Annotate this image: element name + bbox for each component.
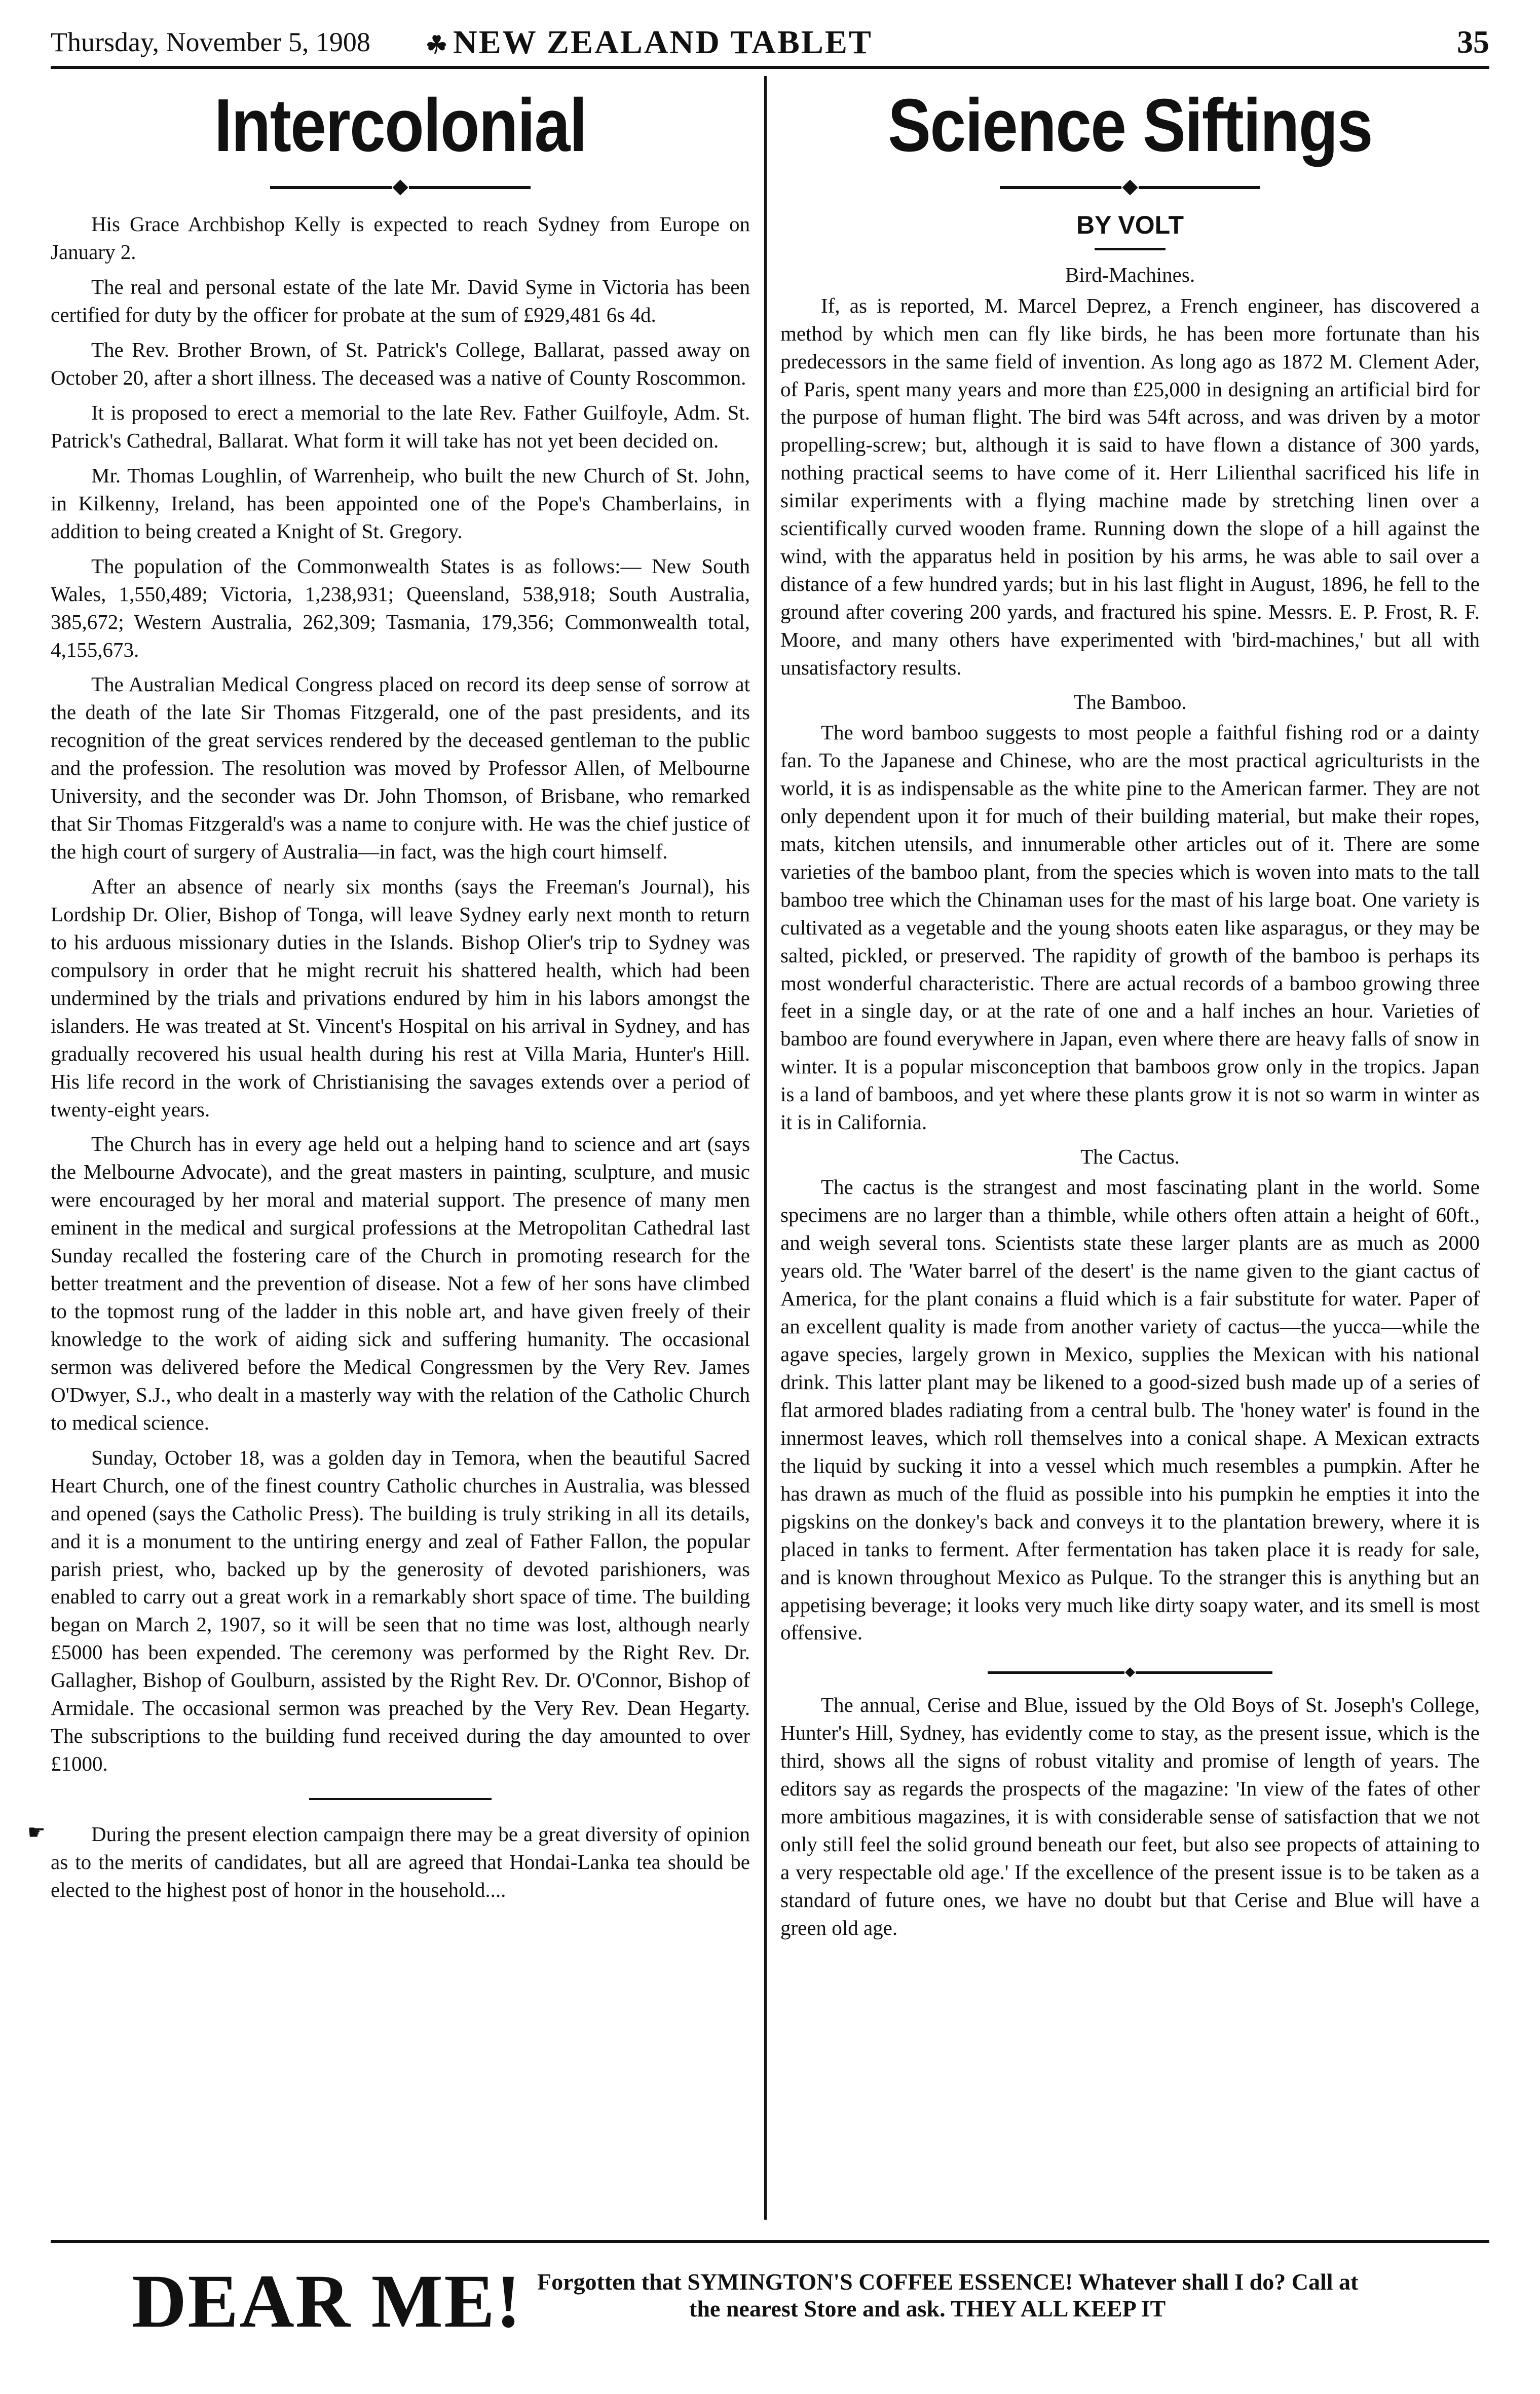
issue-date: Thursday, November 5, 1908 bbox=[51, 27, 370, 57]
diamond-icon bbox=[1122, 180, 1138, 196]
news-paragraph: The real and personal estate of the late Mr. David Syme in Victoria has been certified for duty by the officer for probate at the sum of £929,481 6s 4d. bbox=[51, 275, 750, 327]
column-rule bbox=[764, 76, 767, 2220]
paper-title-text: NEW ZEALAND TABLET bbox=[453, 24, 873, 61]
news-paragraph: The Church has in every age held out a helping hand to science and art (says the Melbourne Advocate), and the great masters in painting, sculpture, and music were encouraged by her moral and material support. The presence of many men eminent in the medical and surgical professions at the Metropolitan Cathedral last Sunday recalled the fostering care of the Church in promoting research for the better treatment and the prevention of disease. Not a few of her sons have climbed to the topmost rung of the ladder in this noble art, and have given freely of their knowledge to the work of aiding sick and suffering humanity. The occasional sermon was delivered before the Medical Congressmen by the Very Rev. James O'Dwyer, S.J., who dealt in a masterly way with the relation of the Catholic Church to medical science. bbox=[51, 1132, 750, 1434]
article-paragraph: The cactus is the strangest and most fascinating plant in the world. Some specimens are no larger than a thimble, while others often attain a height of 60ft., and weigh several tons. Scientists state these larger plants are as much as 2000 years old. The 'Water barrel of the desert' is the name given to the giant cactus of America, for the plant conains a fluid which is a fair substitute for water. Paper of an excellent quality is made from another variety of cactus—the yucca—while the agave species, largely grown in Mexico, supplies the Mexican with his national drink. This latter plant may be likened to a good-sized bush made up of a series of flat armored blades radiating from a central bulb. The 'honey water' is found in the innermost leaves, which roll themselves into a conical shape. A Mexican extracts the liquid by sucking it into a vessel which much resembles a pumpkin. After he has drawn as much of the fluid as possible into his pumpkin he empties it into the pigskins on the donkey's back and conveys it to the plantation brewery, where it is placed in tanks to ferment. After fermentation has taken place it is ready for sale, and is known throughout Mexico as Pulque. To the stranger this is anything but an appetising beverage; it looks very much like dirty soapy water, and its smell is most offensive. bbox=[780, 1175, 1480, 1644]
advert-copy bbox=[537, 2268, 1464, 2322]
diamond-icon bbox=[392, 180, 408, 196]
byline-rule bbox=[1095, 248, 1166, 250]
news-paragraph: Mr. Thomas Loughlin, of Warrenheip, who built the new Church of St. John, in Kilkenny, Ireland, has been appointed one of the Pope's Chamberlains, in addition to being created a Knight of St. Gregory. bbox=[51, 463, 750, 543]
science-title: Science Siftings bbox=[888, 84, 1372, 167]
tea-notice: During the present election campaign there may be a great diversity of opinion as to the merits of candidates, but all are agreed that Hondai-Lanka tea should be elected to the highest post of honor in the household.... bbox=[51, 1822, 750, 1901]
section-divider bbox=[309, 1798, 492, 1800]
article-paragraph: The word bamboo suggests to most people a faithful fishing rod or a dainty fan. To the Japanese and Chinese, who are the most practical agriculturists in the world, it is as indispensable as the white pine to the American farmer. They are not only dependent upon it for much of their building material, but make their ropes, mats, kitchen utensils, and innumerable other articles out of it. There are some varieties of the bamboo plant, from the species which is woven into mats to the tall bamboo tree which the Chinaman uses for the mast of his large boat. One variety is cultivated as a vegetable and the young shoots eaten like asparagus, or they may be salted, pickled, or preserved. The rapidity of growth of the bamboo is perhaps its most wonderful characteristic. There are actual records of a bamboo growing three feet in a single day, or at the rate of one and a half inches an hour. Varieties of bamboo are found everywhere in Japan, even where there are heavy falls of snow in winter. It is a popular misconception that bamboos grow only in the tropics. Japan is a land of bamboos, and yet where these plants grow it is not so warm in winter as it is in California. bbox=[780, 721, 1480, 1134]
running-head bbox=[51, 20, 1489, 69]
pointing-hand-icon: ☛ bbox=[27, 1821, 46, 1844]
news-paragraph: His Grace Archbishop Kelly is expected to reach Sydney from Europe on January 2. bbox=[51, 212, 750, 264]
coffee-advert bbox=[51, 2240, 1489, 2354]
shamrock-icon: ☘ bbox=[426, 32, 449, 59]
title-ornament bbox=[780, 182, 1480, 193]
magazine-notice: The annual, Cerise and Blue, issued by the Old Boys of St. Joseph's College, Hunter's Hill, Sydney, has evidently come to stay, as the present issue, which is the third, shows all the signs of robust vitality and promise of length of years. The editors say as regards the prospects of the magazine: 'In view of the fates of other more ambitious magazines, it is with considerable sense of satisfaction that we not only still feel the solid ground beneath our feet, but also see propects of attaining to a very respectable old age.' If the excellence of the present issue is to be taken as a standard of future ones, we have no doubt but that Cerise and Blue will have a green old age. bbox=[780, 1693, 1480, 1939]
advert-headline: DEAR ME! bbox=[132, 2259, 522, 2343]
intercolonial-column bbox=[27, 81, 750, 2220]
news-paragraph: Sunday, October 18, was a golden day in Temora, when the beautiful Sacred Heart Church, one of the finest country Catholic churches in Australia, was blessed and opened (says the Catholic Press). The building is truly striking in all its details, and it is a monument to the untiring energy and zeal of Father Fallon, the popular parish priest, who, backed up by the generosity of devoted parishioners, was enabled to carry out a great work in a remarkably short space of time. The building began on March 2, 1907, so it will be seen that no time was lost, although nearly £5000 has been expended. The ceremony was performed by the Right Rev. Dr. Gallagher, Bishop of Goulburn, assisted by the Right Rev. Dr. O'Connor, Bishop of Armidale. The occasional sermon was preached by the Very Rev. Dean Hegarty. The subscriptions to the building fund received during the day amounted to over £1000. bbox=[51, 1445, 750, 1776]
advert-line-2: the nearest Store and ask. THEY ALL KEEP IT bbox=[689, 2296, 1166, 2322]
final-paragraph-wrap bbox=[27, 1820, 750, 1904]
article-paragraph: If, as is reported, M. Marcel Deprez, a French engineer, has discovered a method by which men can fly like birds, he has been more fortunate than his predecessors in the same field of invention. As long ago as 1872 M. Clement Ader, of Paris, spent many years and more than £25,000 in designing an artificial bird for the purpose of human flight. The bird was 54ft across, and was driven by a motor propelling-screw; but, although it is said to have flown a distance of 300 yards, nothing practical seems to have come of it. Herr Lilienthal sacrificed his life in similar experiments with a flying machine made by stretching linen over a scientifically curved wooden frame. Running down the slope of a hill against the wind, with the apparatus held in position by his arms, he was able to sail over a distance of a few hundred yards; but in his last flight in August, 1896, he fell to the ground after covering 200 yards, and fractured his spine. Messrs. E. P. Frost, R. F. Moore, and many others have experimented with 'bird-machines,' but all with unsatisfactory results. bbox=[780, 293, 1480, 679]
intercolonial-title: Intercolonial bbox=[214, 84, 587, 167]
news-paragraph: After an absence of nearly six months (says the Freeman's Journal), his Lordship Dr. Olier, Bishop of Tonga, will leave Sydney early next month to return to his arduous missionary duties in the Islands. Bishop Olier's trip to Sydney was compulsory in order that he might recruit his shattered health, which had been undermined by the trials and privations endured by him in his labors amongst the islanders. He was treated at St. Vincent's Hospital on his arrival in Sydney, and has gradually recovered his usual health during his rest at Villa Maria, Hunter's Hill. His life record in the work of Christianising the savages extends over a period of twenty-eight years. bbox=[51, 875, 750, 1121]
news-paragraph: The population of the Commonwealth States is as follows:— New South Wales, 1,550,489; Victoria, 1,238,931; Queensland, 538,918; South Australia, 385,672; Western Australia, 262,309; Tasmania, 179,356; Commonwealth total, 4,155,673. bbox=[51, 554, 750, 661]
page-number: 35 bbox=[1457, 24, 1489, 60]
subheading: The Cactus. bbox=[1080, 1145, 1180, 1169]
science-column bbox=[780, 81, 1480, 2220]
section-ornament bbox=[780, 1669, 1480, 1676]
subheading: Bird-Machines. bbox=[1065, 263, 1195, 287]
byline: BY VOLT bbox=[1076, 211, 1184, 240]
advert-line-1: Forgotten that SYMINGTON'S COFFEE ESSENCE! Whatever shall I do? Call at bbox=[537, 2269, 1359, 2295]
subheading: The Bamboo. bbox=[1073, 690, 1187, 714]
paper-title bbox=[426, 23, 873, 62]
news-paragraph: The Rev. Brother Brown, of St. Patrick's College, Ballarat, passed away on October 20, after a short illness. The deceased was a native of County Roscommon. bbox=[51, 338, 750, 390]
title-ornament bbox=[51, 182, 750, 193]
diamond-icon bbox=[1125, 1668, 1135, 1678]
news-paragraph: It is proposed to erect a memorial to the late Rev. Father Guilfoyle, Adm. St. Patrick's Cathedral, Ballarat. What form it will take has not yet been decided on. bbox=[51, 401, 750, 452]
news-paragraph: The Australian Medical Congress placed on record its deep sense of sorrow at the death of the late Sir Thomas Fitzgerald, one of the past presidents, and its recognition of the great services rendered by the deceased gentleman to the public and the profession. The resolution was moved by Professor Allen, of Melbourne University, and the seconder was Dr. John Thomson, of Brisbane, who remarked that Sir Thomas Fitzgerald's was a name to conjure with. He was the chief justice of the high court of surgery of Australia—in fact, was the high court himself. bbox=[51, 672, 750, 864]
